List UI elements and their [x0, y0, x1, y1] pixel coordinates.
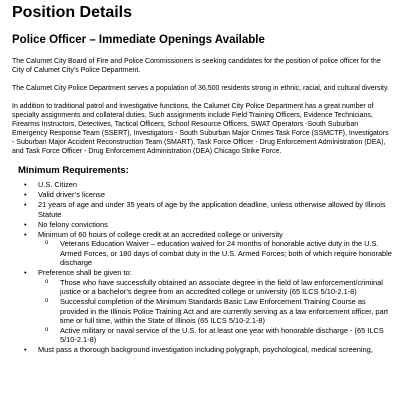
- bullet-icon: •: [24, 199, 27, 209]
- requirement-item: [24, 180, 392, 190]
- requirement-text: No felony convictions: [38, 219, 108, 229]
- document-page: [12, 0, 392, 355]
- requirement-text: Preference shall be given to:: [38, 268, 132, 278]
- page-title: Position Details: [12, 4, 133, 21]
- intro-paragraph: The Calumet City Board of Fire and Police Commissioners is seeking candidates for the position of police officer for the City of Calumet City’s Police Department.: [12, 58, 381, 74]
- cut-off-text: [12, 0, 392, 2]
- circle-bullet-icon: o: [45, 298, 49, 305]
- bullet-icon: •: [24, 268, 27, 278]
- sub-requirement-item: [45, 325, 392, 345]
- requirement-text: Must pass a thorough background investigation including polygraph, psychological, medical screening,: [38, 345, 373, 355]
- preference-sublist: [38, 278, 392, 345]
- sub-requirement-item: [45, 239, 392, 268]
- circle-bullet-icon: o: [45, 240, 49, 247]
- requirement-item: [24, 199, 392, 219]
- requirements-heading: Minimum Requirements:: [18, 165, 129, 176]
- bullet-icon: •: [24, 219, 27, 229]
- requirements-list: [12, 180, 392, 355]
- requirement-item: [24, 219, 392, 230]
- bullet-icon: •: [24, 180, 27, 189]
- sub-requirement-text: Veterans Education Waiver – education waived for 24 months of honorable active duty in the U.S. Armed Forces, or 180 days of combat duty in the U.S. Armed Forces; both of which require honorable discharge: [60, 239, 392, 268]
- sub-requirement-text: Active military or naval service of the U.S. for at least one year with honorable discharge - (65 ILCS 5/10-2.1-8): [60, 325, 384, 345]
- sub-requirement-item: [45, 297, 392, 326]
- circle-bullet-icon: o: [45, 278, 49, 285]
- bullet-icon: •: [24, 189, 27, 199]
- college-sublist: [38, 239, 392, 268]
- requirement-text: U.S. Citizen: [38, 180, 78, 189]
- population-paragraph: The Calumet City Police Department serves a population of 36,500 residents strong in ethnic, racial, and cultural diversity.: [12, 85, 389, 92]
- assignments-paragraph: In addition to traditional patrol and investigative functions, the Calumet City Police Department has a great number of specialty assignments and collateral duties. Such assignments include Field Training Officers, Evidence Technicians, Firearms Instructors, Detectives, Tactical Officers, School Resource Officers, SWAT Operators -South Suburban Emergency Response Team (SSERT), Investigators - South Suburban Major Crimes Task Force (SSMCTF), Investigators - Suburban Major Accident Reconstruction Team (SMART), Task Force Officer - Drug Enforcement Administration (DEA), and Task Force Officer - Drug Enforcement Administration (DEA) Chicago Strike Force.: [12, 103, 389, 155]
- requirement-text: Valid driver’s license: [38, 189, 105, 199]
- bullet-icon: •: [24, 345, 27, 355]
- requirement-text: 21 years of age and under 35 years of age by the application deadline, unless otherwise allowed by Illinois Statute: [38, 199, 386, 219]
- requirement-item: [24, 345, 392, 355]
- sub-requirement-text: Those who have successfully obtained an associate degree in the field of law enforcement/criminal justice or a bachelor’s degree from an accredited college or university (65 ILCS 5/10-2.1-8): [60, 277, 383, 297]
- requirement-item: [24, 189, 392, 200]
- circle-bullet-icon: o: [45, 326, 49, 333]
- requirement-item: [24, 229, 392, 268]
- sub-requirement-item: [45, 277, 392, 297]
- requirement-text: Minimum of 60 hours of college credit at an accredited college or university: [38, 229, 283, 239]
- position-subtitle: Police Officer – Immediate Openings Available: [12, 34, 265, 46]
- requirement-item: [24, 268, 392, 345]
- sub-requirement-text: Successful completion of the Minimum Standards Basic Law Enforcement Training Course as provided in the Illinois Police Training Act and are currently serving as a law enforcement officer, part time or full time, within the State of Illinois (65 ILCS 5/10-2.1-8): [60, 297, 389, 326]
- bullet-icon: •: [24, 229, 27, 239]
